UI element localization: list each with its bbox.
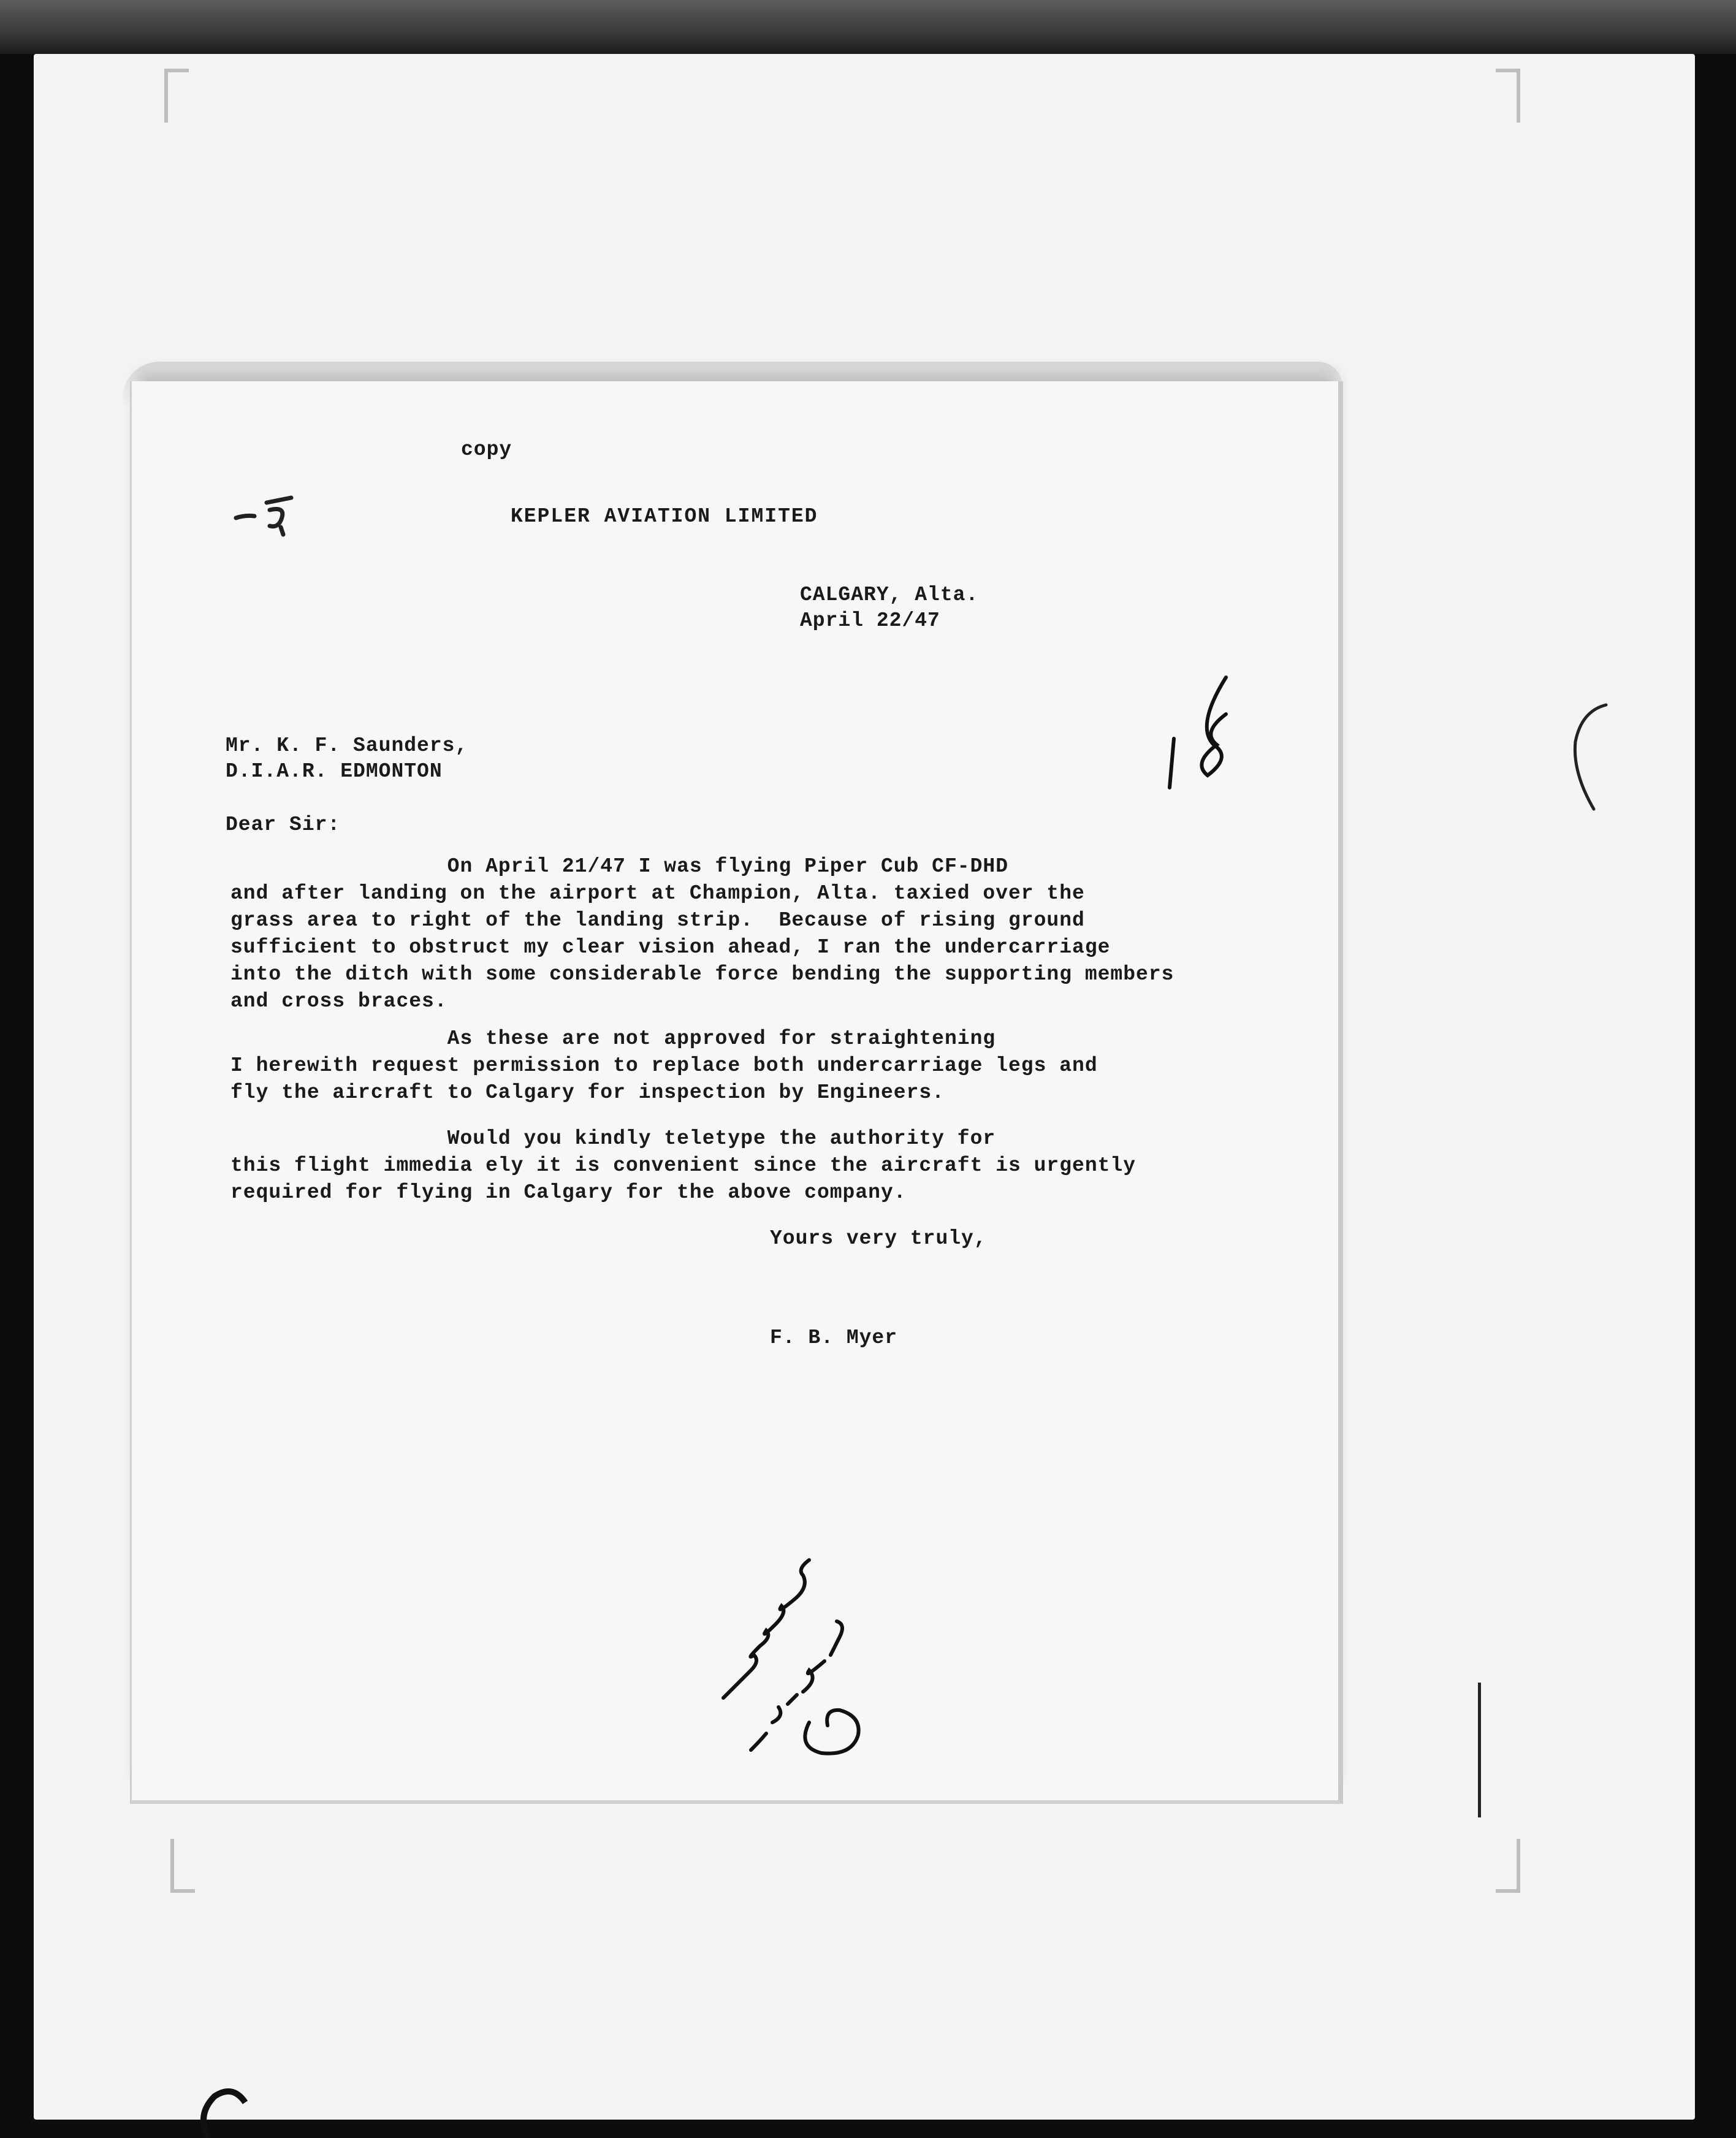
crop-mark-top-right [1496,69,1520,123]
body-paragraph-1: On April 21/47 I was flying Piper Cub CF-DHD and after landing on the airport at Champion, Alta. taxied over the grass area to right of the landing strip. Because of rising ground sufficient to obstruct my clear vision ahead, I ran the undercarriage into the ditch with some considerable force bending the supporting members and cross braces. [230,855,1174,1013]
scan-top-band [0,0,1736,55]
copy-mark: copy [461,438,512,461]
handwritten-page-number [1159,671,1251,794]
body-paragraph-3: Would you kindly teletype the authority for this flight immedia ely it is convenient since the aircraft is urgently required for flying in Calgary for the above company. [230,1127,1136,1204]
crop-mark-bottom-left [170,1839,195,1893]
recipient-name: Mr. K. F. Saunders, [226,734,468,757]
margin-vertical-line [1478,1683,1481,1817]
salutation: Dear Sir: [226,813,341,836]
date-line: April 22/47 [800,609,940,632]
body-paragraph-2: As these are not approved for straightening I herewith request permission to replace both undercarriage legs and fly the aircraft to Calgary for inspection by Engineers. [230,1027,1098,1104]
closing: Yours very truly, [770,1227,987,1250]
recipient-office: D.I.A.R. EDMONTON [226,760,443,783]
signature: F. B. Myer [770,1326,898,1349]
place-line: CALGARY, Alta. [800,584,979,606]
handwritten-noted-annotation [717,1539,889,1771]
right-edge [1695,54,1736,2138]
margin-parenthesis-mark [1557,699,1612,821]
left-edge [0,54,34,2138]
crop-mark-bottom-right [1496,1839,1520,1893]
corner-smudge [184,2066,257,2138]
bottom-edge [0,2120,1736,2138]
margin-scribble-icon [233,490,313,539]
crop-mark-top-left [164,69,189,123]
letterhead: KEPLER AVIATION LIMITED [511,505,818,528]
